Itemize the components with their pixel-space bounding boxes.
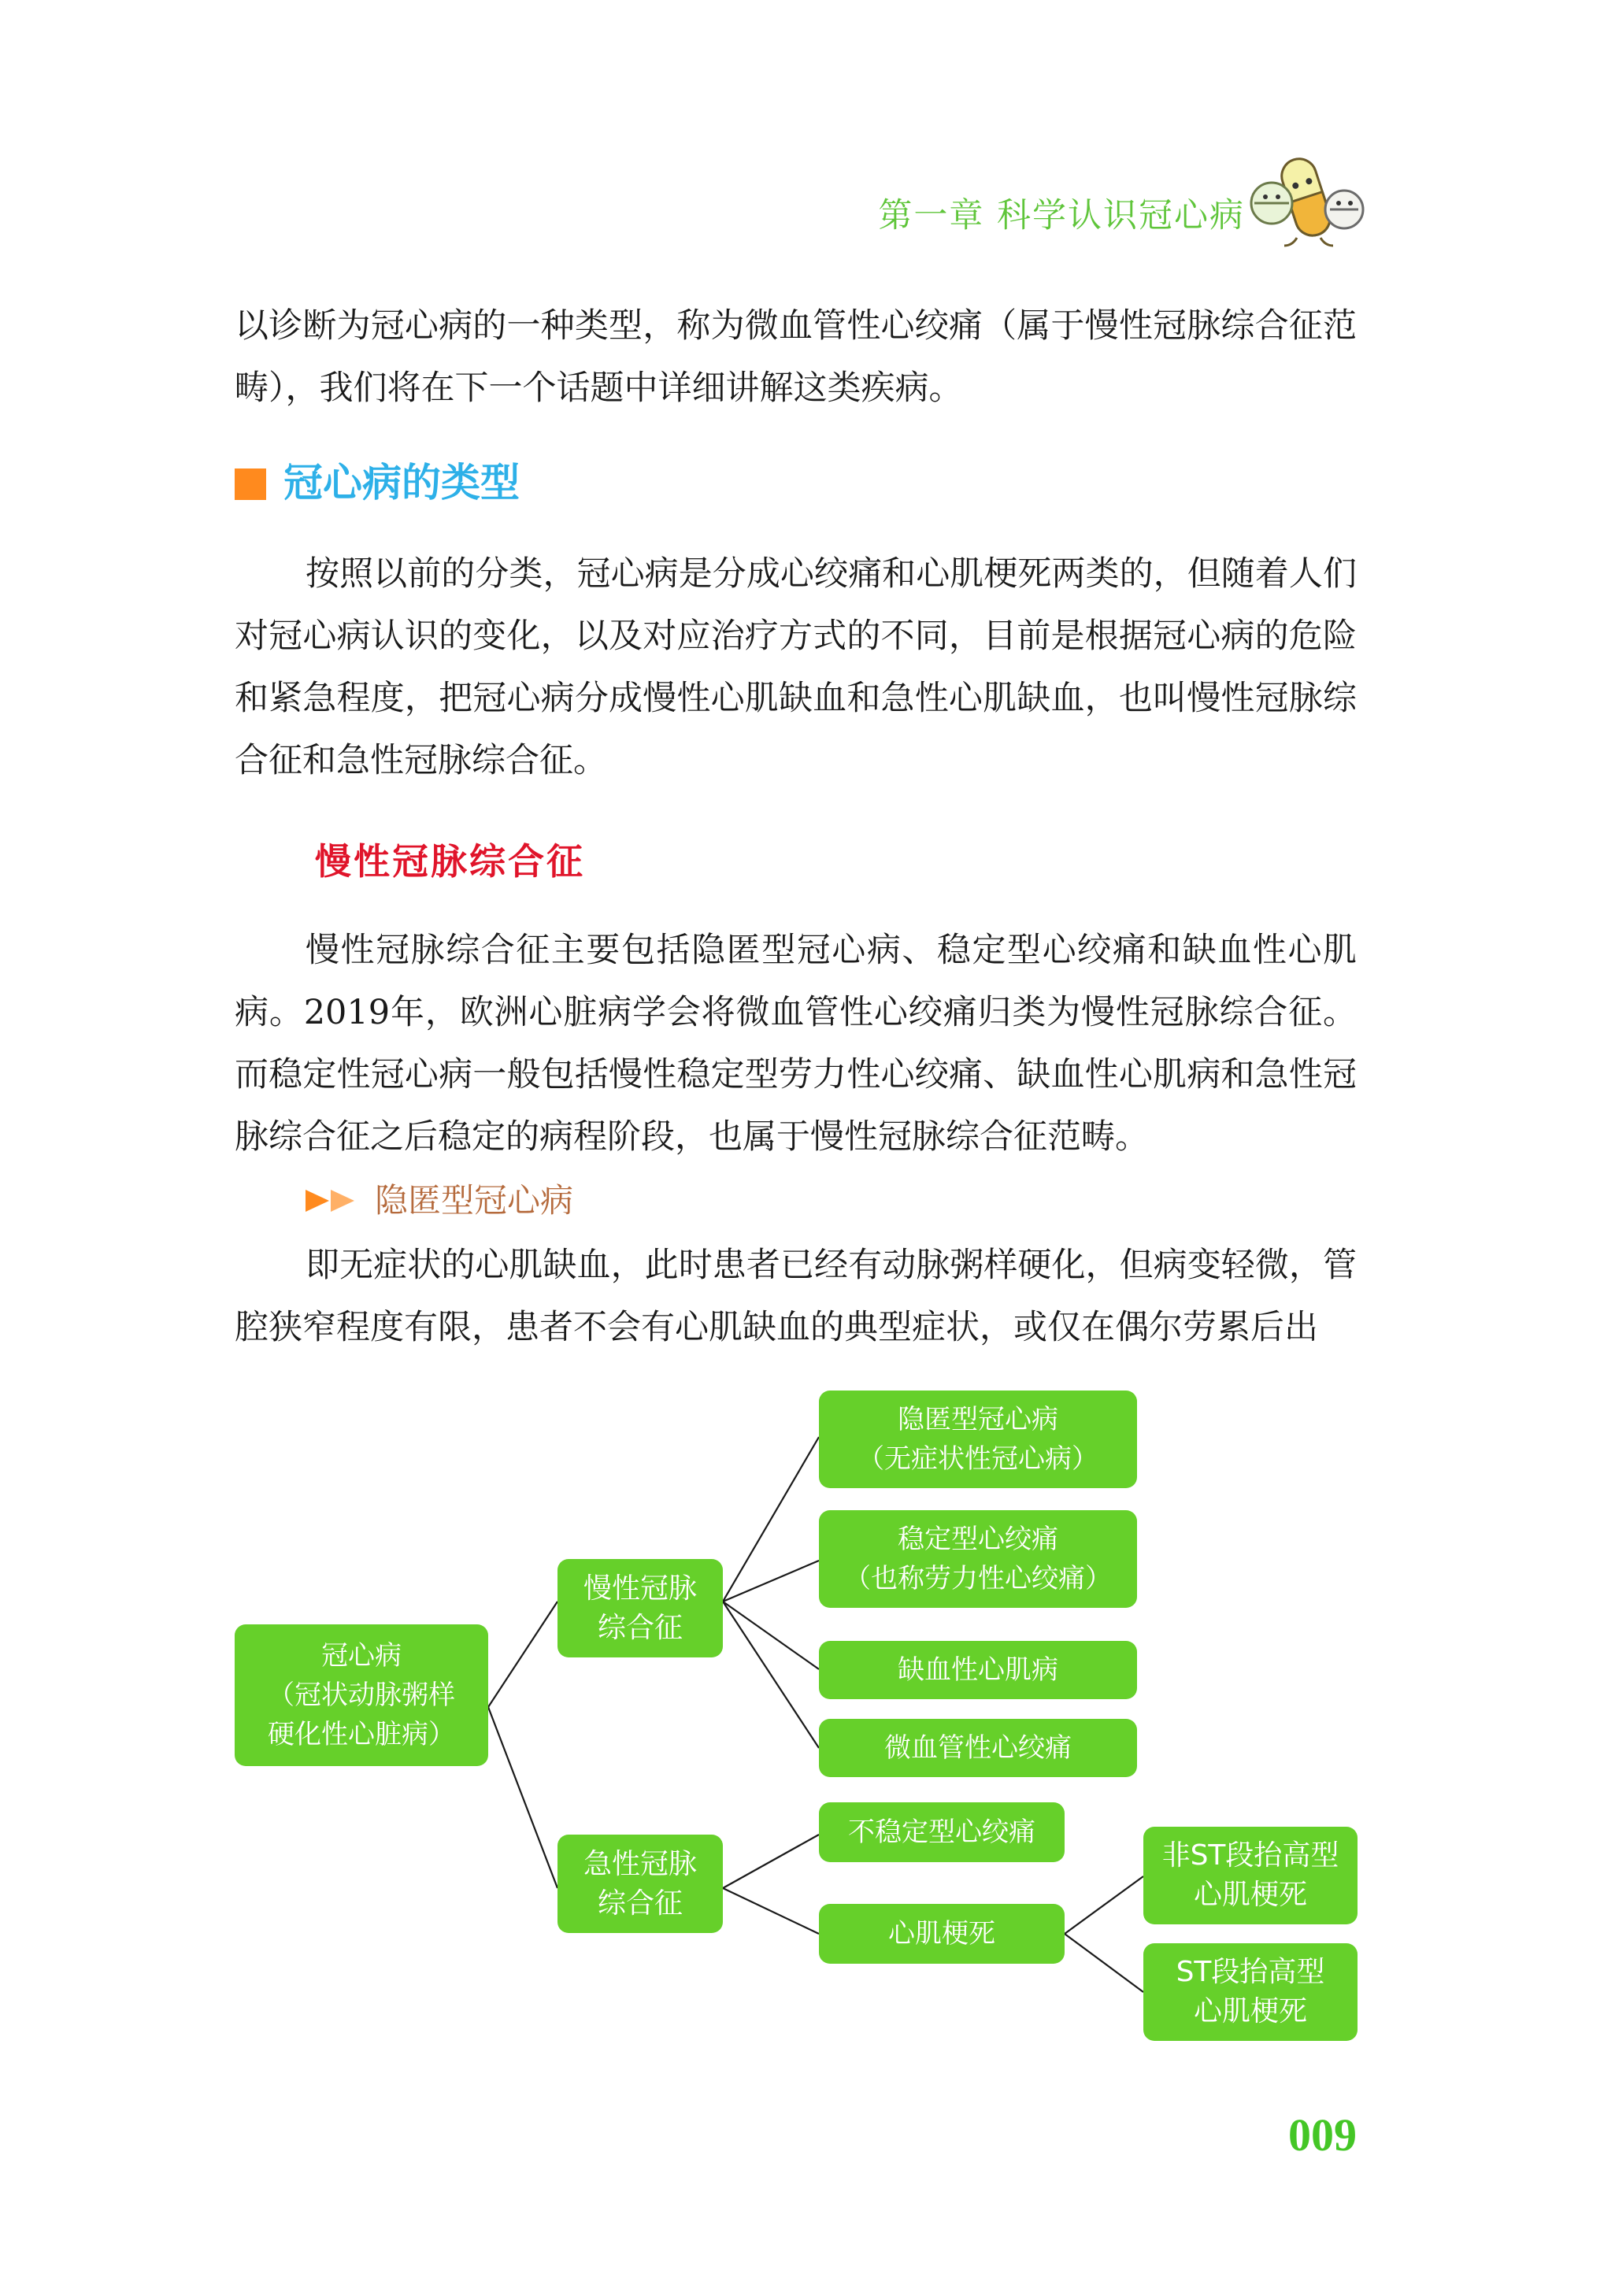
box-root-line-1: 冠心病 bbox=[321, 1640, 402, 1672]
box-stable-angina bbox=[819, 1510, 1137, 1608]
box-latent-chd bbox=[819, 1391, 1137, 1488]
classification-diagram bbox=[0, 1394, 1615, 2055]
box-stemi-line-2: 心肌梗死 bbox=[1193, 1995, 1307, 2028]
box-nstemi-line-2: 心肌梗死 bbox=[1193, 1879, 1307, 1911]
connector-chronic-c4 bbox=[723, 1602, 819, 1748]
box-stemi-label bbox=[1176, 1953, 1325, 2031]
box-nstemi bbox=[1143, 1827, 1358, 1924]
box-stable-angina-line-1: 稳定型心绞痛 bbox=[898, 1524, 1058, 1555]
box-myocardial-infarction bbox=[819, 1904, 1065, 1964]
box-chronic-line-1: 慢性冠脉 bbox=[583, 1572, 697, 1605]
box-stemi bbox=[1143, 1943, 1358, 2041]
section-title: 冠心病的类型 bbox=[283, 460, 520, 505]
connector-chronic-c1 bbox=[723, 1437, 819, 1602]
paragraph-latent: 即无症状的心肌缺血，此时患者已经有动脉粥样硬化，但病变轻微，管腔狭窄程度有限，患者不会有心肌缺血的典型症状，或仅在偶尔劳累后出 bbox=[235, 1246, 1357, 1347]
box-nstemi-line-1: 非ST段抬高型 bbox=[1161, 1839, 1339, 1872]
subsection-title: 慢性冠脉综合征 bbox=[315, 840, 585, 883]
box-root-label bbox=[268, 1636, 455, 1754]
box-chronic-label bbox=[583, 1569, 697, 1648]
box-acute-line-1: 急性冠脉 bbox=[583, 1847, 697, 1880]
box-nstemi-label bbox=[1162, 1836, 1339, 1915]
box-chronic bbox=[557, 1559, 723, 1657]
paragraph-chronic: 慢性冠脉综合征主要包括隐匿型冠心病、稳定型心绞痛和缺血性心肌病。2019年，欧洲心脏病学会将微血管性心绞痛归类为慢性冠脉综合征。而稳定性冠心病一般包括慢性稳定型劳力性心绞痛、缺血性心肌病和急性冠脉综合征之后稳定的病程阶段，也属于慢性冠脉综合征范畴。 bbox=[235, 931, 1357, 1157]
box-microvascular-angina-label: 微血管性心绞痛 bbox=[884, 1732, 1072, 1764]
connector-root-chronic bbox=[488, 1602, 557, 1707]
box-ischemic-cardiomyopathy-label: 缺血性心肌病 bbox=[898, 1654, 1058, 1686]
box-latent-chd-label bbox=[858, 1400, 1098, 1479]
paragraph-intro: 以诊断为冠心病的一种类型，称为微血管性心绞痛（属于慢性冠脉综合征范畴），我们将在下一个话题中详细讲解这类疾病。 bbox=[235, 306, 1357, 408]
box-stable-angina-label bbox=[844, 1520, 1112, 1598]
connector-chronic-c3 bbox=[723, 1602, 819, 1669]
box-ischemic-cardiomyopathy bbox=[819, 1641, 1137, 1699]
box-unstable-angina bbox=[819, 1802, 1065, 1862]
box-latent-chd-line-2: （无症状性冠心病） bbox=[858, 1443, 1098, 1475]
box-chronic-line-2: 综合征 bbox=[597, 1611, 683, 1644]
connector-acute-a2 bbox=[723, 1888, 819, 1934]
box-unstable-angina-label: 不稳定型心绞痛 bbox=[848, 1816, 1035, 1848]
connector-acute-a1 bbox=[723, 1835, 819, 1888]
box-root-line-3: 硬化性心脏病） bbox=[268, 1719, 455, 1750]
box-stemi-line-1: ST段抬高型 bbox=[1176, 1956, 1325, 1988]
double-arrow-icon bbox=[306, 1190, 357, 1212]
box-acute-label bbox=[583, 1845, 697, 1924]
connector-root-acute bbox=[488, 1707, 557, 1888]
box-root bbox=[235, 1624, 488, 1766]
connector-a2-m1 bbox=[1065, 1876, 1143, 1934]
box-microvascular-angina bbox=[819, 1719, 1137, 1777]
capsule-mascot-icon bbox=[1248, 151, 1366, 252]
orange-square-icon bbox=[235, 468, 266, 500]
box-myocardial-infarction-label: 心肌梗死 bbox=[888, 1918, 995, 1950]
box-root-line-2: （冠状动脉粥样 bbox=[268, 1679, 455, 1711]
box-latent-chd-line-1: 隐匿型冠心病 bbox=[898, 1404, 1058, 1435]
box-acute-line-2: 综合征 bbox=[597, 1887, 683, 1920]
box-stable-angina-line-2: （也称劳力性心绞痛） bbox=[844, 1563, 1112, 1594]
connector-chronic-c2 bbox=[723, 1561, 819, 1602]
chapter-header: 第一章 科学认识冠心病 bbox=[878, 196, 1245, 235]
box-acute bbox=[557, 1835, 723, 1933]
page-number: 009 bbox=[1288, 2109, 1357, 2161]
connector-a2-m2 bbox=[1065, 1934, 1143, 1992]
paragraph-types: 按照以前的分类，冠心病是分成心绞痛和心肌梗死两类的，但随着人们对冠心病认识的变化，以及对应治疗方式的不同，目前是根据冠心病的危险和紧急程度，把冠心病分成慢性心肌缺血和急性心肌缺血，也叫慢性冠脉综合征和急性冠脉综合征。 bbox=[235, 554, 1357, 780]
sub-subsection-title: 隐匿型冠心病 bbox=[375, 1181, 574, 1220]
